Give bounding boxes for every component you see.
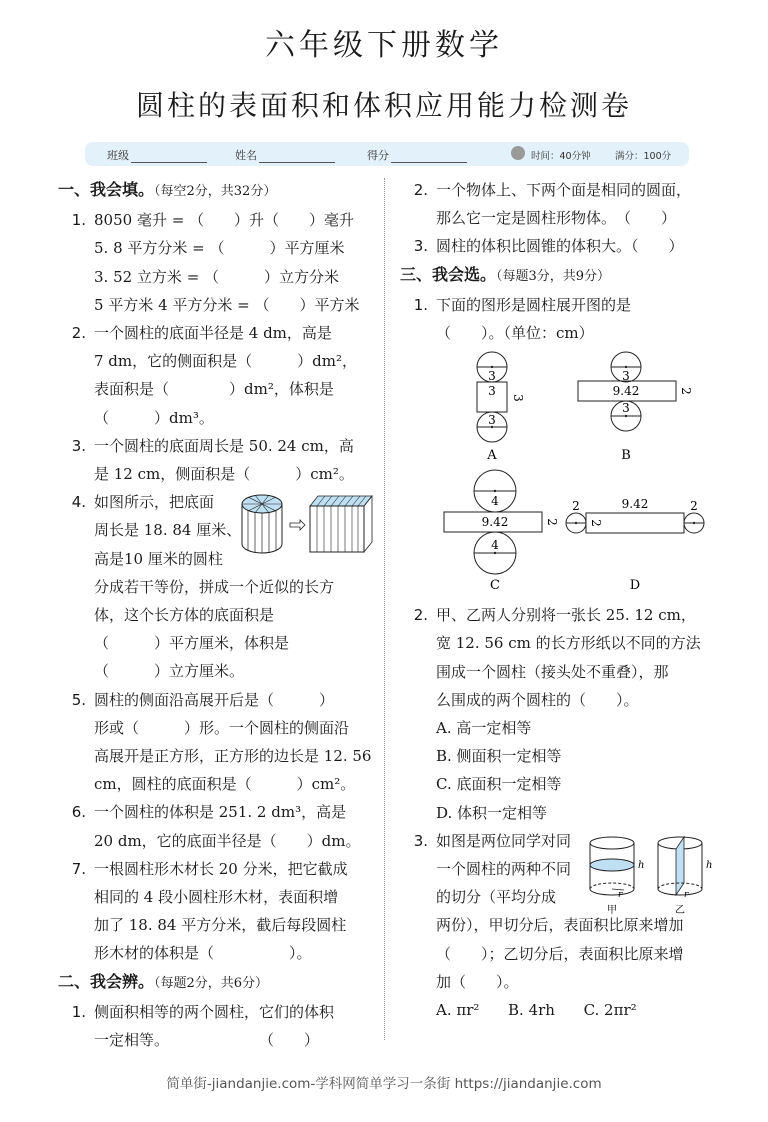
net-figure-c <box>440 467 560 597</box>
student-info-bar <box>85 142 689 166</box>
option-c: C. 底面积一定相等 <box>436 775 562 794</box>
left-column <box>58 176 374 1054</box>
option-b: B. 侧面积一定相等 <box>436 747 562 766</box>
svg-text:h: h <box>706 859 713 871</box>
score-field <box>367 147 467 163</box>
svg-text:2: 2 <box>545 518 559 527</box>
question-1-4: 4. 如图所示，把底面 周长是 18. 84 厘米、 高是10 厘米的圆柱 分成若干等份，拼成一个近似的长方 体，这个长方体的底面积是 （ ）平方厘米，体积是 （ ）立方厘米。 <box>58 488 374 685</box>
score-blank[interactable] <box>391 152 467 163</box>
svg-text:2: 2 <box>572 499 580 514</box>
name-label: 姓名 <box>235 149 257 162</box>
column-divider <box>384 178 385 1040</box>
svg-text:B: B <box>621 448 631 464</box>
svg-text:r: r <box>684 889 689 900</box>
svg-text:2: 2 <box>679 387 693 396</box>
page-subtitle: 圆柱的表面积和体积应用能力检测卷 <box>135 89 632 122</box>
option-a: A. πr² <box>436 1001 480 1020</box>
svg-text:C: C <box>490 578 500 594</box>
svg-text:3: 3 <box>488 384 496 399</box>
name-blank[interactable] <box>259 152 335 163</box>
svg-text:h: h <box>638 859 645 871</box>
question-1-5: 5. 圆柱的侧面沿高展开后是（ ） 形或（ ）形。一个圆柱的侧面沿 高展开是正方形，正方形的边长是 12. 56 cm，圆柱的底面积是（ ）cm²。 <box>71 690 372 794</box>
question-3-1: 1. 下面的图形是圆柱展开图的是 （ ）。（单位：cm） <box>413 295 632 343</box>
question-2-1: 1. 侧面积相等的两个圆柱，它们的体积 一定相等。 （ ） <box>71 1002 335 1050</box>
question-1-3: 3. 一个圆柱的底面周长是 50. 24 cm，高 是 12 cm，侧面积是（ ）cm²。 <box>71 436 354 484</box>
question-3-3: 3. 如图是两位同学对同 一个圆柱的两种不同 的切分（平均分成 两份），甲切分后，表面积比原来增加 （ ）；乙切分后，表面积比原来增 加（ ）。 A. πr² B. 4rh C. 2πr² r h 甲 r h 乙 <box>400 827 714 1024</box>
net-figures <box>400 347 714 601</box>
option-b: B. 4rh <box>508 1001 555 1020</box>
svg-text:3: 3 <box>622 369 630 384</box>
svg-text:D: D <box>629 578 641 594</box>
svg-text:3: 3 <box>622 401 630 416</box>
net-figure-d <box>564 467 714 597</box>
net-figure-b <box>574 351 704 463</box>
cut-cylinders-figure <box>588 833 718 917</box>
time-limit: 时间：40分钟 <box>531 151 591 162</box>
score-label: 得分 <box>367 149 389 162</box>
right-column <box>400 176 714 1024</box>
svg-text:3: 3 <box>488 413 496 428</box>
option-d: D. 体积一定相等 <box>436 803 548 822</box>
cylinder-to-cuboid-figure <box>240 492 374 558</box>
svg-text:9.42: 9.42 <box>621 497 649 512</box>
question-2-3: 3. 圆柱的体积比圆锥的体积大。（ ） <box>413 237 684 256</box>
svg-text:甲: 甲 <box>607 904 617 916</box>
svg-text:乙: 乙 <box>675 904 685 916</box>
question-1-6: 6. 一个圆柱的体积是 251. 2 dm³，高是 20 dm，它的底面半径是（ ）dm。 <box>71 803 361 850</box>
svg-text:4: 4 <box>491 494 499 509</box>
option-a: A. 高一定相等 <box>436 719 532 738</box>
question-1-1: 1. 8050 毫升 = （ ）升（ ）毫升 5. 8 平方分米 = （ ）平方厘米 3. 52 立方米 = （ ）立方分米 5 平方米 4 平方分米 = （ ）平方米 <box>71 211 360 314</box>
name-field <box>235 147 335 163</box>
svg-text:r: r <box>618 889 623 900</box>
question-1-7: 7. 一根圆柱形木材长 20 分米，把它截成 相同的 4 段小圆柱形木材，表面积增 加了 18. 84 平方分米，截后每段圆柱 形木材的体积是（ ）。 <box>71 859 348 963</box>
footer-watermark: 简单街-jiandanjie.com-学科网简单学习一条街 https://jiandanjie.com <box>166 1076 602 1092</box>
svg-text:9.42: 9.42 <box>481 515 509 530</box>
clock-icon <box>511 146 525 160</box>
question-2-2: 2. 一个物体上、下两个面是相同的圆面， 那么它一定是圆柱形物体。 （ ） <box>413 181 692 228</box>
question-3-2: 2. 甲、乙两人分别将一张长 25. 12 cm， 宽 12. 56 cm 的长方形纸以不同的方法 围成一个圆柱（接头处不重叠），那 么围成的两个圆柱的（ ）。 A. 高一定相等 B. 侧面积一定相等 C. 底面积一定相等 D. 体积一定相等 <box>400 601 714 827</box>
section3-heading: 三、我会选。（每题3分，共9分） <box>400 264 611 284</box>
svg-text:9.42: 9.42 <box>612 384 640 399</box>
svg-text:2: 2 <box>589 519 603 528</box>
class-field <box>107 147 207 163</box>
svg-text:2: 2 <box>690 499 698 514</box>
svg-text:3: 3 <box>488 369 496 384</box>
question-1-2: 2. 一个圆柱的底面半径是 4 dm，高是 7 dm，它的侧面积是（ ）dm²， 表面积是（ ）dm²，体积是 （ ）dm³。 <box>71 324 357 427</box>
section2-heading: 二、我会辨。（每题2分，共6分） <box>58 971 269 991</box>
full-score: 满分：100分 <box>615 151 672 162</box>
class-blank[interactable] <box>131 152 207 163</box>
page-title: 六年级下册数学 <box>265 28 503 63</box>
section1-heading: 一、我会填。（每空2分，共32分） <box>58 180 277 199</box>
svg-text:3: 3 <box>511 394 525 403</box>
class-label: 班级 <box>107 149 129 162</box>
option-c: C. 2πr² <box>583 1001 637 1020</box>
net-figure-a <box>470 351 530 463</box>
options-row <box>436 996 714 1024</box>
svg-text:A: A <box>487 448 497 464</box>
svg-text:4: 4 <box>491 538 499 553</box>
